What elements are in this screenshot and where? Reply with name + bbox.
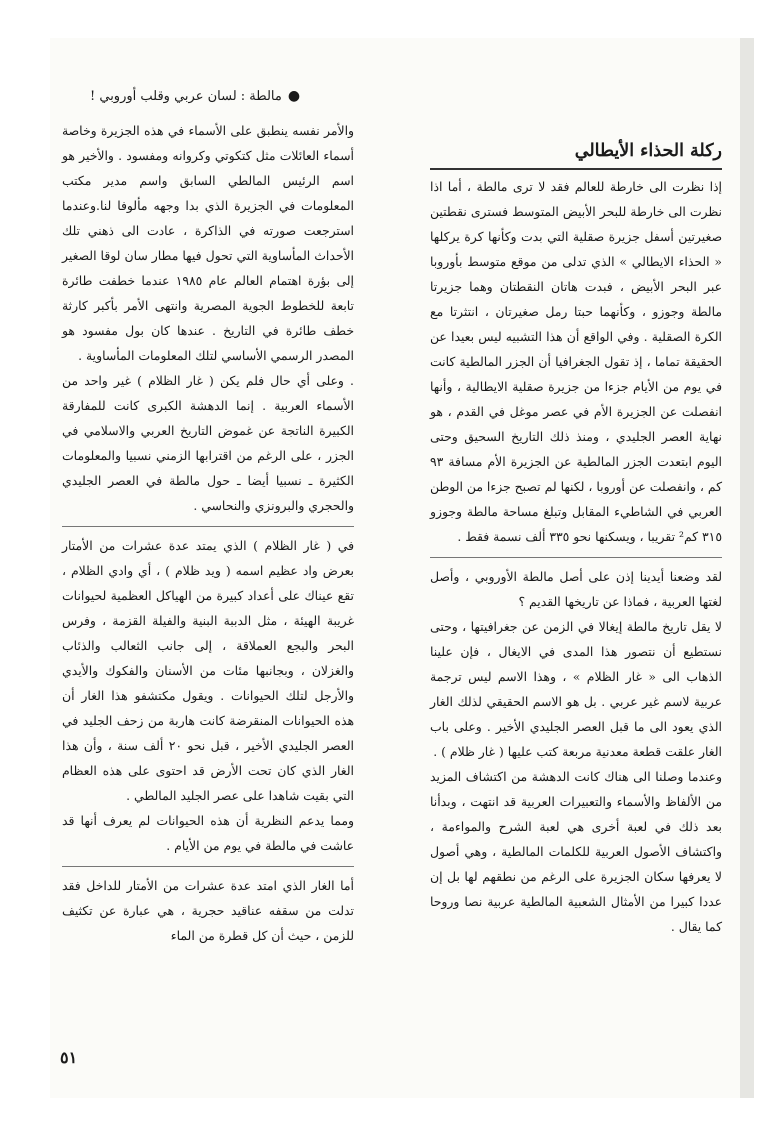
divider [62,526,354,527]
page [50,38,754,1098]
paragraph: إذا نظرت الى خارطة للعالم فقد لا ترى مالطة ، أما اذا نظرت الى خارطة للبحر الأبيض المتوسط فسترى نقطتين صغيرتين أسفل جزيرة صقلية التي بدت وكأنها كرة يركلها « الحذاء الايطالي » الذي تدلى من موقع متوسط بأوروبا عبر البحر الأبيض ، فبدت هاتان النقطتان وهما جزيرتا مالطة وجوزو ، وكأنهما حبتا رمل صغيرتان ، انتثرتا مع الكرة الصقلية . وفي الواقع أن هذا التشبيه ليس بعيدا عن الحقيقة تماما ، إذ تقول الجغرافيا أن الجزر المالطية كانت في يوم من الأيام جزءا من جزيرة صقلية الايطالية ، وأنها انفصلت عن الجزيرة الأم في عصر موغل في القدم ، هو نهاية العصر الجليدي ، ومنذ ذلك التاريخ السحيق وحتى اليوم ابتعدت الجزر المالطية عن الجزيرة الأم مسافة ٩٣ كم ، وانفصلت عن أوروبا ، لكنها لم تصبح جزءا من الوطن العربي في الشاطيء المقابل وتبلغ مساحة مالطة وجوزو ٣١٥ كم² تقريبا ، ويسكنها نحو ٣٣٥ ألف نسمة فقط . [430,179,722,544]
divider [430,557,722,558]
bullet-icon: ● [287,88,301,104]
paragraph: والأمر نفسه ينطبق على الأسماء في هذه الجزيرة وخاصة أسماء العائلات مثل كتكوتي وكروانه ومفسود . والأخير هو اسم الرئيس المالطي السابق واسم مدير مكتب المعلومات في الجزيرة الذي بدا وجهه مألوفا لنا.وعندما استرجعت صورته في الذاكرة ، عادت الى ذهني تلك الأحداث المأساوية التي تحول فيها مطار سان لوقا الصغير إلى بؤرة اهتمام العالم عام ١٩٨٥ عندما خطفت طائرة تابعة للخطوط الجوية المصرية وانتهى الأمر بأكبر كارثة خطف طائرة في التاريخ . عندها كان بول مفسود هو المصدر الرسمي الأساسي لتلك المعلومات المأساوية . [62,123,354,363]
divider [62,866,354,867]
paragraph: لا يقل تاريخ مالطة إيغالا في الزمن عن جغرافيتها ، وحتى نستطيع أن نتصور هذا المدى في الايغال ، فإن علينا الذهاب الى « غار الظلام » ، وهذا الاسم ليس ترجمة عربية لاسم غير عربي . بل هو الاسم الحقيقي لذلك الغار الذي يعود الى ما قبل العصر الجليدي الأخير . وعلى باب الغار علقت قطعة معدنية مربعة كتب عليها ( غار ظلام ) . [430,619,722,759]
paragraph: في ( غار الظلام ) الذي يمتد عدة عشرات من الأمتار بعرض واد عظيم اسمه ( ويد ظلام ) ، أي وادي الظلام ، تقع عيناك على أعداد كبيرة من الهياكل العظمية لحيوانات غريبة الهيئة ، مثل الدببة البنية والفيلة القزمة ، وفرس البحر والبجع العملاقة ، إلى جانب الثعالب والذئاب والغزلان ، وبجانبها مئات من الأسنان والفكوك والأيدي والأرجل لتلك الحيوانات . ويقول مكتشفو هذا الغار أن هذه الحيوانات المنقرضة كانت هاربة من زحف الجليد في العصر الجليدي الأخير ، قبل نحو ٢٠ ألف سنة ، وأن هذا الغار الذي كان تحت الأرض قد احتوى على هذه العظام التي بقيت شاهدا على عصر الجليد المالطي . [62,538,354,803]
left-column [62,118,354,948]
paragraph: لقد وضعنا أيدينا إذن على أصل مالطة الأوروبي ، وأصل لغتها العربية ، فماذا عن تاريخها القديم ؟ [430,569,722,609]
paragraph: . وعلى أي حال فلم يكن ( غار الظلام ) غير واحد من الأسماء العربية . إنما الدهشة الكبرى كانت للمفارقة الكبيرة الناتجة عن غموض التاريخ العربي والاسلامي في الجزر ، على الرغم من اقترابها الزمني نسبيا والمعلومات الكثيرة ـ نسبيا أيضا ـ حول مالطة في العصر الجليدي والحجري والبرونزي والنحاسي . [62,373,354,513]
right-column [430,136,722,939]
running-header [90,88,300,104]
running-title: مالطة : لسان عربي وقلب أوروبي ! [90,88,282,104]
article-title: ركلة الحذاء الأيطالي [430,136,722,170]
paragraph: أما الغار الذي امتد عدة عشرات من الأمتار للداخل فقد تدلت من سقفه عناقيد حجرية ، هي عبارة عن تكثيف للزمن ، حيث أن كل قطرة من الماء [62,878,354,943]
paragraph: ومما يدعم النظرية أن هذه الحيوانات لم يعرف أنها قد عاشت في مالطة في يوم من الأيام . [62,813,354,853]
page-number: ٥١ [60,1048,78,1067]
paragraph: وعندما وصلنا الى هناك كانت الدهشة من اكتشاف المزيد من الألفاظ والأسماء والتعبيرات العربية قد انتهت ، وبدأنا بعد ذلك في لعبة أخرى هي لعبة الشرح والمواءمة ، واكتشاف الأصول العربية للكلمات المالطية ، وهي أصول لا يعرفها سكان الجزيرة على الرغم من نطقهم لها بل إن عددا كبيرا من الأمثال الشعبية المالطية عربية نصا وروحا كما يقال . [430,769,722,934]
